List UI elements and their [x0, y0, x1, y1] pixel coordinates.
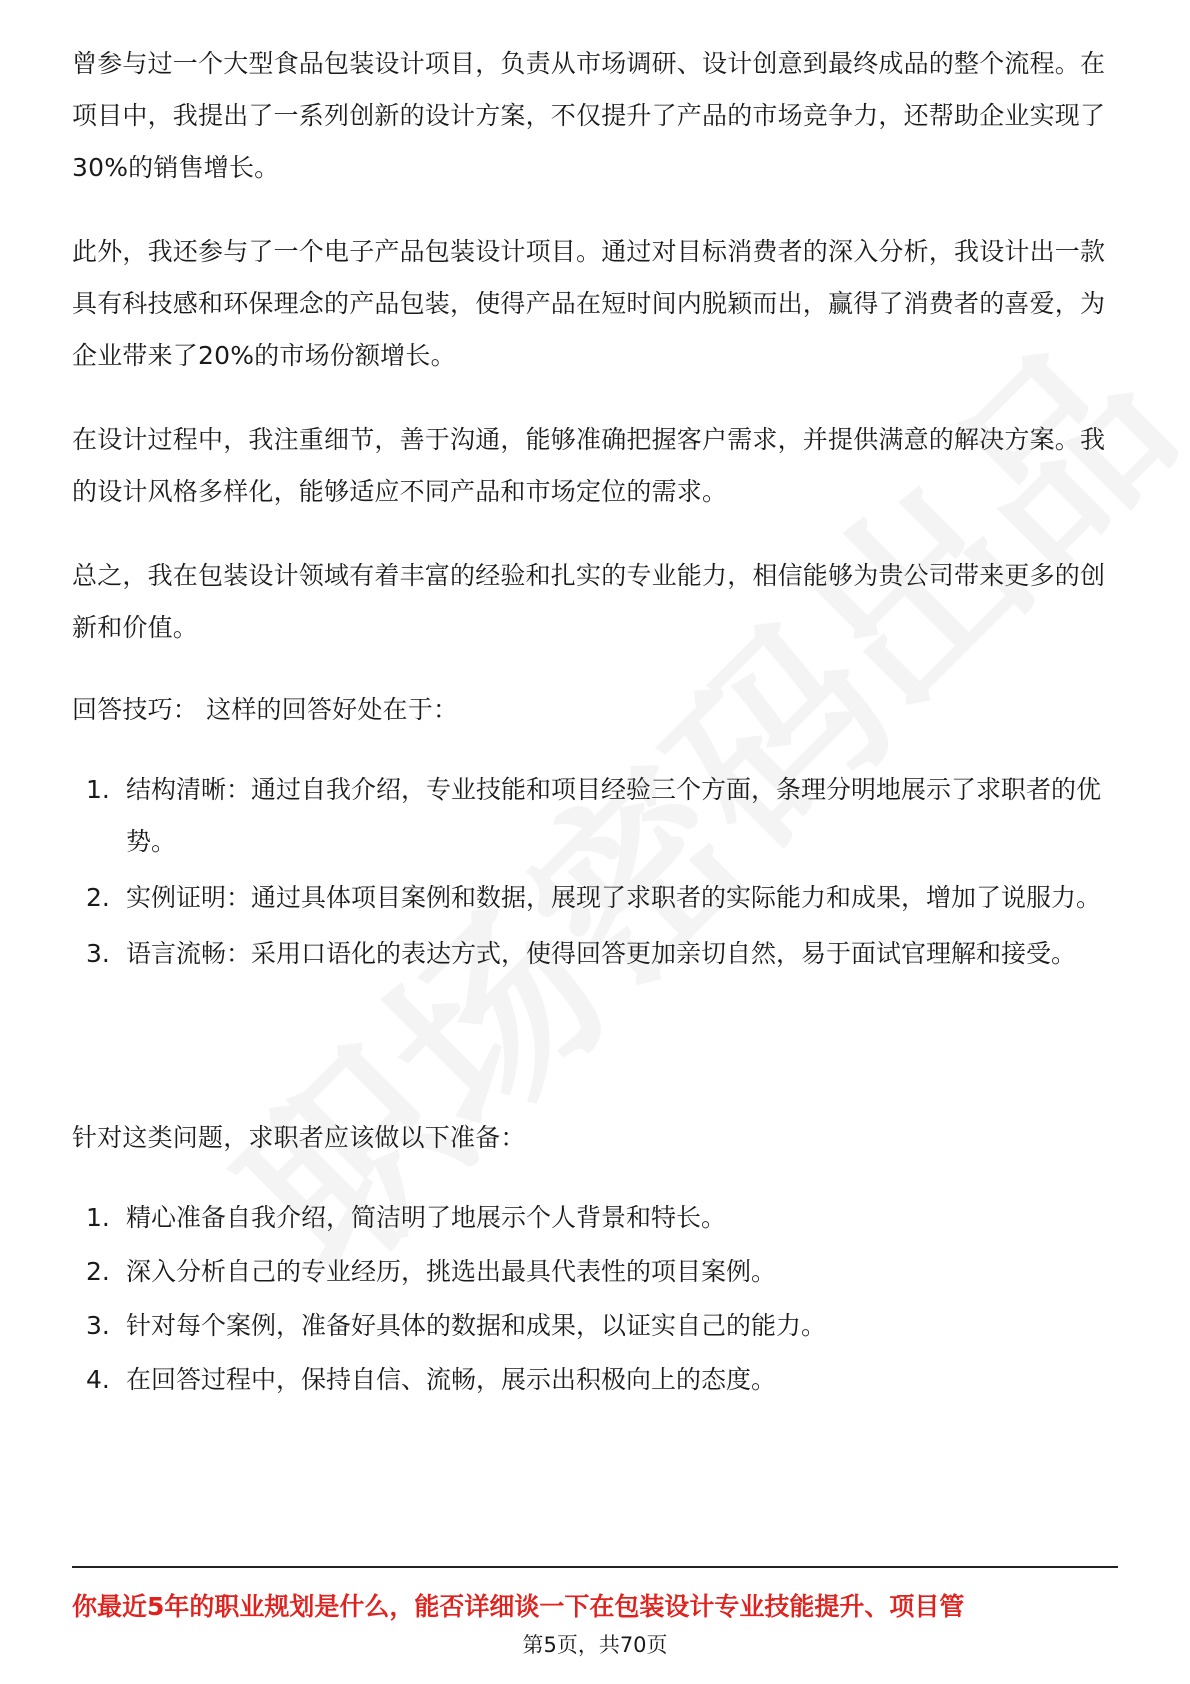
paragraph-electronics-packaging: 此外，我还参与了一个电子产品包装设计项目。通过对目标消费者的深入分析，我设计出一款具有科技感和环保理念的产品包装，使得产品在短时间内脱颖而出，赢得了消费者的喜爱，为企业带来了20%的市场份额增长。 [72, 237, 1106, 370]
paragraph-summary: 总之，我在包装设计领域有着丰富的经验和扎实的专业能力，相信能够为贵公司带来更多的创新和价值。 [72, 561, 1106, 642]
list-item [72, 1354, 1118, 1406]
prep-heading: 针对这类问题，求职者应该做以下准备： [72, 1123, 526, 1152]
list-text: 精心准备自我介绍，简洁明了地展示个人背景和特长。 [126, 1203, 727, 1232]
list-number: 4. [86, 1365, 110, 1394]
list-item [72, 1300, 1118, 1352]
list-text: 语言流畅：采用口语化的表达方式，使得回答更加亲切自然，易于面试官理解和接受。 [126, 939, 1077, 968]
prep-list [72, 1192, 1118, 1406]
list-number: 1. [86, 775, 110, 804]
list-number: 3. [86, 939, 110, 968]
next-question-heading: 你最近5年的职业规划是什么，能否详细谈一下在包装设计专业技能提升、项目管 [72, 1592, 965, 1621]
list-text: 结构清晰：通过自我介绍，专业技能和项目经验三个方面，条理分明地展示了求职者的优势。 [126, 775, 1102, 856]
page-number: 第5页，共70页 [522, 1633, 668, 1657]
list-number: 2. [86, 1257, 110, 1286]
tips-list [72, 764, 1118, 980]
paragraph-food-packaging: 曾参与过一个大型食品包装设计项目，负责从市场调研、设计创意到最终成品的整个流程。在项目中，我提出了一系列创新的设计方案，不仅提升了产品的市场竞争力，还帮助企业实现了30%的销售增长。 [72, 49, 1106, 182]
document-page [72, 0, 1118, 1684]
list-item [72, 1246, 1118, 1298]
paragraph-design-process: 在设计过程中，我注重细节，善于沟通，能够准确把握客户需求，并提供满意的解决方案。我的设计风格多样化，能够适应不同产品和市场定位的需求。 [72, 425, 1106, 506]
list-number: 2. [86, 883, 110, 912]
list-item [72, 872, 1118, 924]
list-text: 针对每个案例，准备好具体的数据和成果，以证实自己的能力。 [126, 1311, 827, 1340]
list-text: 在回答过程中，保持自信、流畅，展示出积极向上的态度。 [126, 1365, 777, 1394]
list-number: 3. [86, 1311, 110, 1340]
footer-divider [72, 1566, 1118, 1568]
list-item [72, 928, 1118, 980]
list-number: 1. [86, 1203, 110, 1232]
list-item [72, 764, 1118, 868]
list-text: 实例证明：通过具体项目案例和数据，展现了求职者的实际能力和成果，增加了说服力。 [126, 883, 1102, 912]
list-item [72, 1192, 1118, 1244]
list-text: 深入分析自己的专业经历，挑选出最具代表性的项目案例。 [126, 1257, 777, 1286]
tips-heading: 回答技巧： 这样的回答好处在于： [72, 695, 459, 724]
